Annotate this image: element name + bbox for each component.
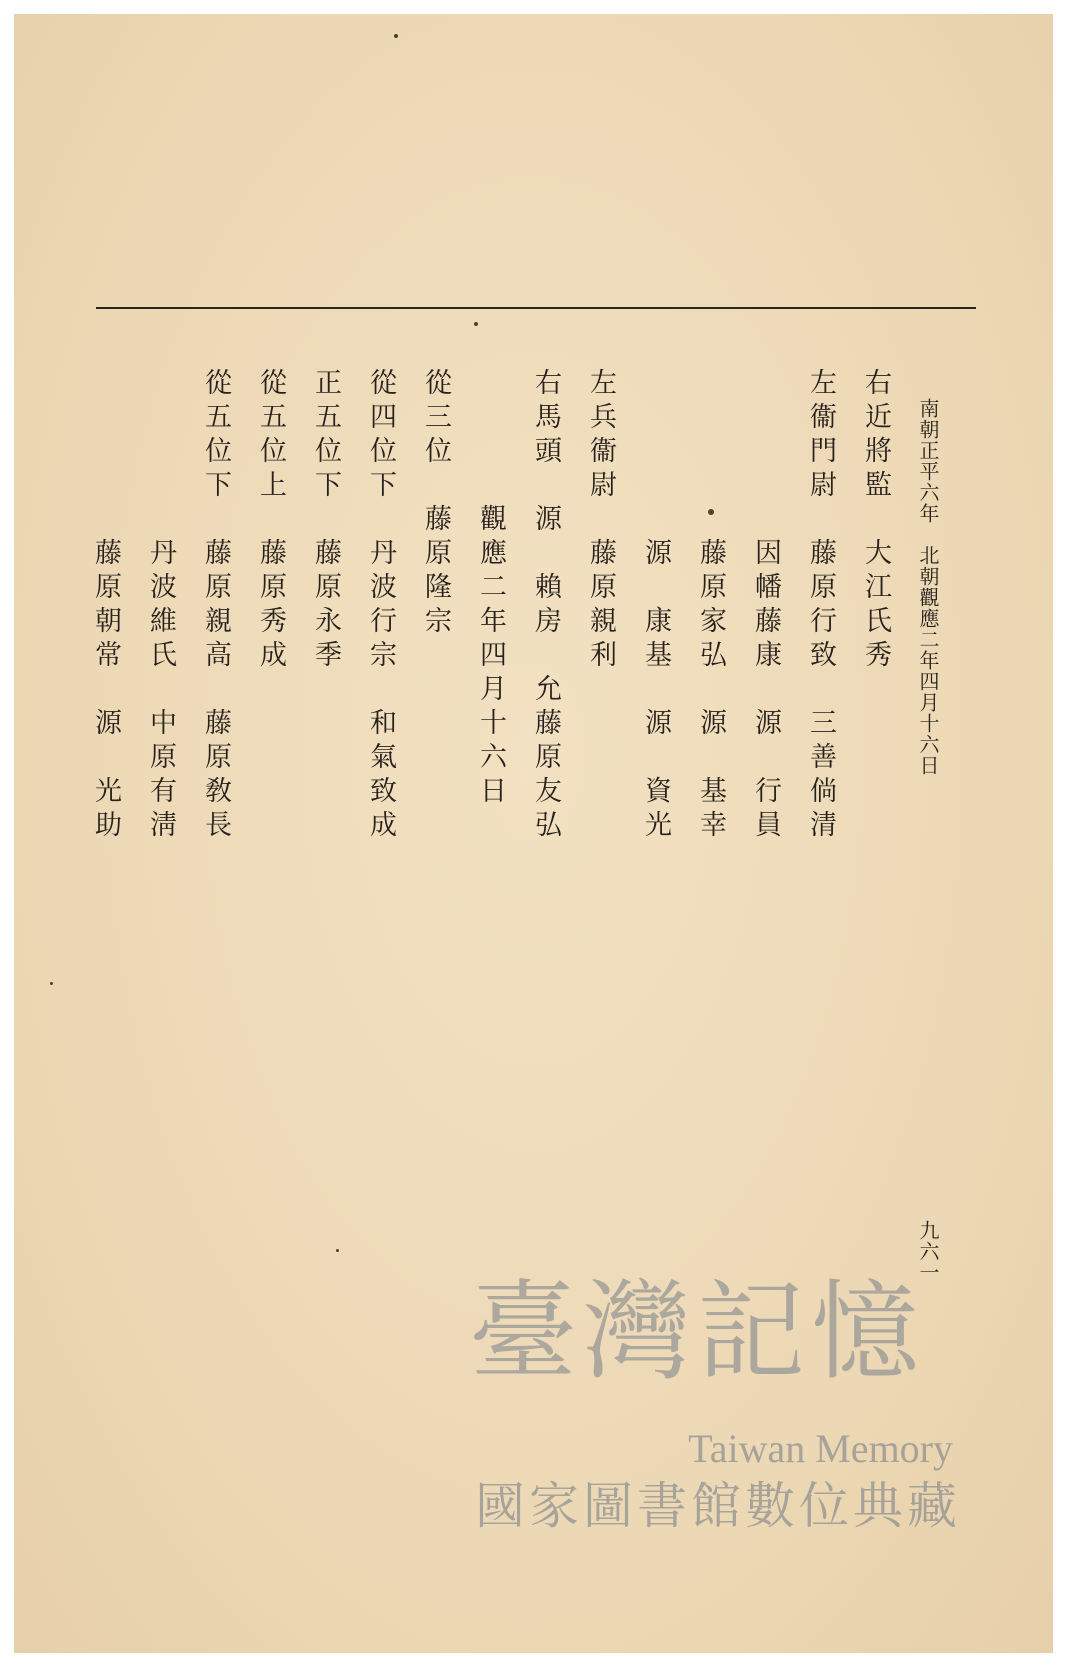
text-column: 丹波維氏 中原有淸 bbox=[145, 538, 176, 844]
watermark-english: Taiwan Memory bbox=[688, 1426, 953, 1471]
paper-speck bbox=[336, 1249, 339, 1252]
text-column: 從四位下 丹波行宗 和氣致成 bbox=[365, 368, 396, 844]
text-column: 藤原家弘 源 基幸 bbox=[695, 538, 726, 844]
text-column: 藤原朝常 源 光助 bbox=[90, 538, 121, 844]
library-watermark bbox=[469, 1270, 989, 1539]
text-column: 左衞門尉 藤原行致 三善倘清 bbox=[805, 368, 836, 844]
watermark-chinese: 國家圖書館數位典藏 bbox=[475, 1477, 961, 1535]
date-column: 觀應二年四月十六日 bbox=[475, 504, 506, 810]
text-column: 從三位 藤原隆宗 bbox=[420, 368, 451, 640]
paper-speck bbox=[708, 509, 714, 515]
text-column: 從五位上 藤原秀成 bbox=[255, 368, 286, 674]
text-column: 右近將監 大江氏秀 bbox=[860, 368, 891, 674]
text-column: 因幡藤康 源 行員 bbox=[750, 538, 781, 844]
paper-speck bbox=[474, 322, 478, 326]
paper-speck bbox=[50, 982, 53, 985]
text-column: 從五位下 藤原親高 藤原敎長 bbox=[200, 368, 231, 844]
horizontal-rule bbox=[96, 307, 976, 309]
page-number: 九六一 bbox=[916, 1220, 940, 1283]
watermark-script: 臺灣記憶 bbox=[469, 1270, 926, 1395]
text-column: 源 康基 源 資光 bbox=[640, 538, 671, 844]
date-header: 南朝正平六年 北朝觀應二年四月十六日 bbox=[916, 398, 940, 776]
document-page bbox=[14, 14, 1053, 1653]
paper-speck bbox=[394, 34, 398, 38]
text-column: 正五位下 藤原永季 bbox=[310, 368, 341, 674]
text-column: 右馬頭 源 賴房 允藤原友弘 bbox=[530, 368, 561, 844]
text-column: 左兵衞尉 藤原親利 bbox=[585, 368, 616, 674]
